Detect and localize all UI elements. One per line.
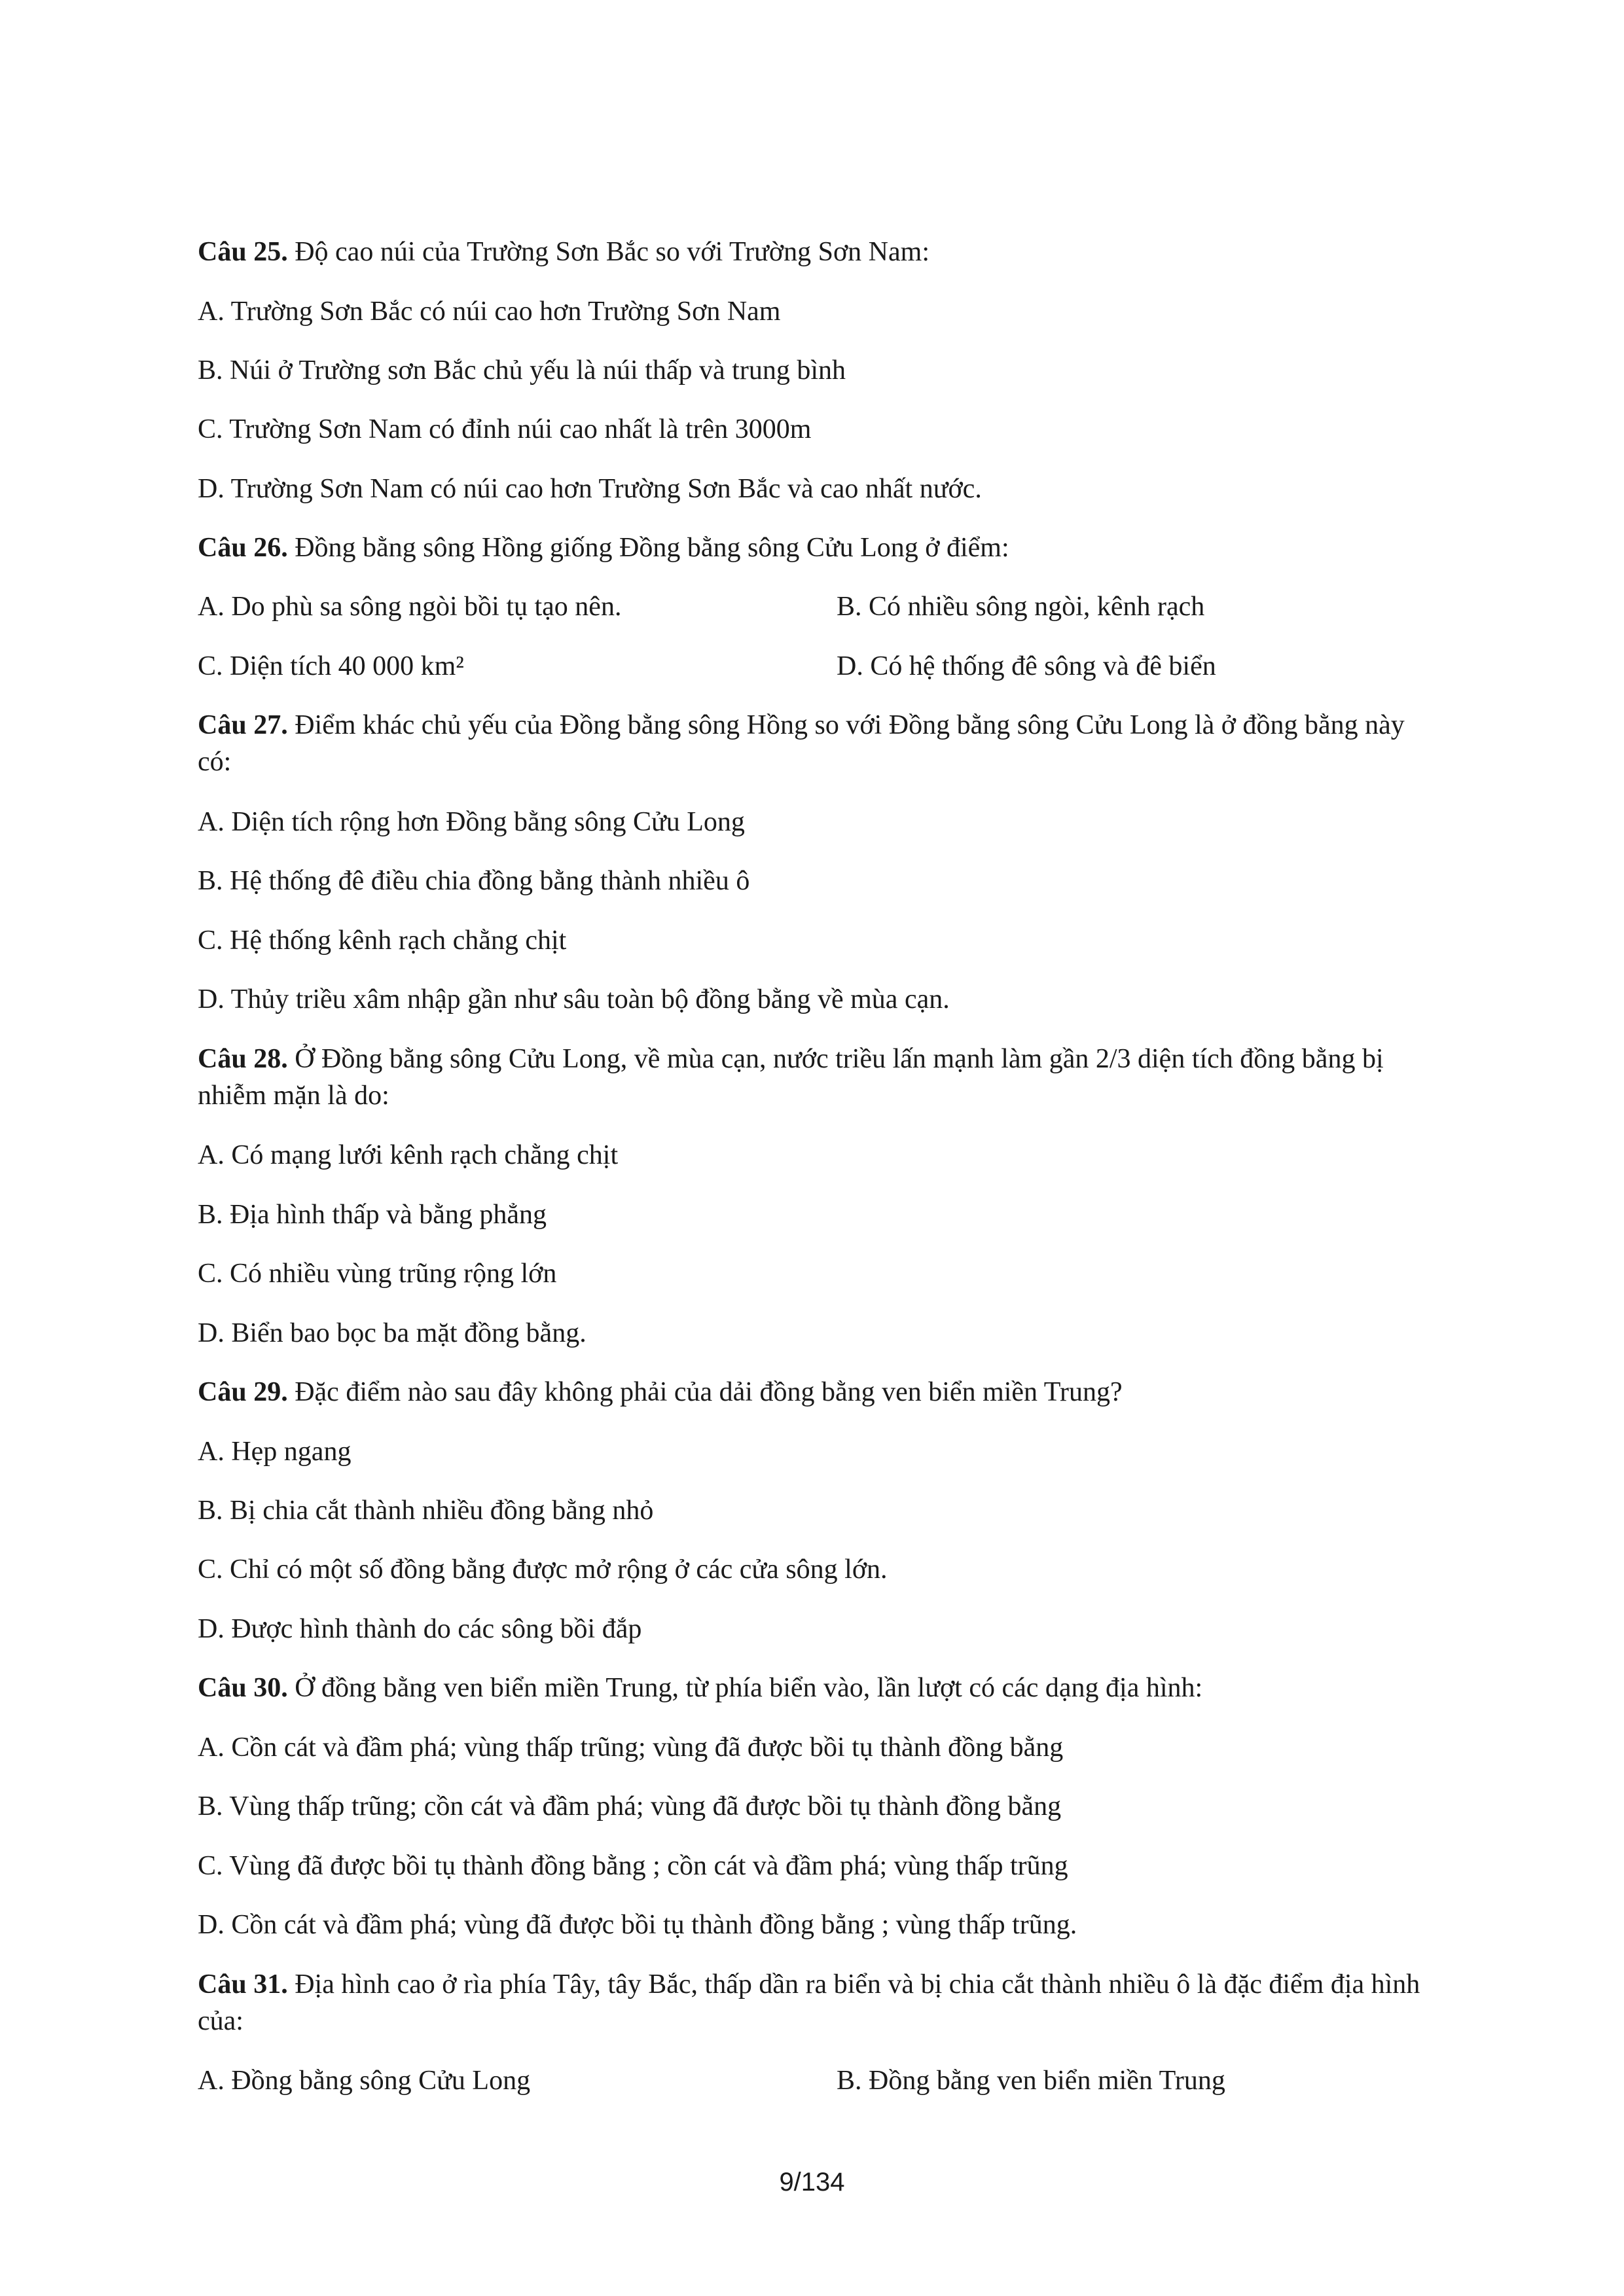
option-29-b: B. Bị chia cắt thành nhiều đồng bằng nhỏ [198, 1496, 654, 1526]
option-31-b: B. Đồng bằng ven biển miền Trung [837, 2066, 1225, 2096]
option-28-a: A. Có mạng lưới kênh rạch chằng chịt [198, 1140, 619, 1170]
question-number: Câu 25. [198, 237, 288, 267]
question-25 [198, 234, 1428, 270]
option-27-c: C. Hệ thống kênh rạch chằng chịt [198, 925, 567, 956]
question-text: Độ cao núi của Trường Sơn Bắc so với Trường Sơn Nam: [287, 237, 929, 267]
option-31-a: A. Đồng bằng sông Cửu Long [198, 2066, 531, 2096]
option-29-c: C. Chỉ có một số đồng bằng được mở rộng ở các cửa sông lớn. [198, 1554, 888, 1585]
option-27-b: B. Hệ thống đê điều chia đồng bằng thành nhiều ô [198, 866, 750, 896]
question-number: Câu 26. [198, 533, 288, 563]
option-28-c: C. Có nhiều vùng trũng rộng lớn [198, 1259, 557, 1289]
option-26-c: C. Diện tích 40 000 km² [198, 651, 464, 681]
question-number: Câu 30. [198, 1673, 288, 1703]
question-text: Đồng bằng sông Hồng giống Đồng bằng sông Cửu Long ở điểm: [287, 533, 1009, 563]
option-25-c: C. Trường Sơn Nam có đỉnh núi cao nhất là trên 3000m [198, 414, 812, 444]
option-28-d: D. Biển bao bọc ba mặt đồng bằng. [198, 1318, 586, 1348]
option-26-b: B. Có nhiều sông ngòi, kênh rạch [837, 592, 1205, 622]
option-25-d: D. Trường Sơn Nam có núi cao hơn Trường Sơn Bắc và cao nhất nước. [198, 474, 982, 504]
option-30-b: B. Vùng thấp trũng; cồn cát và đầm phá; vùng đã được bồi tụ thành đồng bằng [198, 1791, 1062, 1821]
question-27 [198, 707, 1428, 780]
question-text: Đặc điểm nào sau đây không phải của dải đồng bằng ven biển miền Trung? [287, 1377, 1123, 1407]
question-26 [198, 529, 1428, 566]
option-26-d: D. Có hệ thống đê sông và đê biển [837, 651, 1216, 681]
option-27-a: A. Diện tích rộng hơn Đồng bằng sông Cửu Long [198, 807, 745, 837]
question-30 [198, 1670, 1428, 1706]
question-number: Câu 28. [198, 1044, 288, 1074]
option-26-a: A. Do phù sa sông ngòi bồi tụ tạo nên. [198, 592, 622, 622]
option-25-a: A. Trường Sơn Bắc có núi cao hơn Trường Sơn Nam [198, 296, 781, 327]
question-29 [198, 1374, 1428, 1410]
question-text: Ở đồng bằng ven biển miền Trung, từ phía biển vào, lần lượt có các dạng địa hình: [287, 1673, 1203, 1703]
question-number: Câu 27. [198, 710, 288, 740]
option-30-c: C. Vùng đã được bồi tụ thành đồng bằng ; cồn cát và đầm phá; vùng thấp trũng [198, 1851, 1068, 1881]
page-number: 9/134 [779, 2168, 845, 2197]
question-28 [198, 1041, 1428, 1114]
question-number: Câu 31. [198, 1969, 288, 2000]
option-25-b: B. Núi ở Trường sơn Bắc chủ yếu là núi thấp và trung bình [198, 355, 846, 386]
question-text: Điểm khác chủ yếu của Đồng bằng sông Hồng so với Đồng bằng sông Cửu Long là ở đồng bằng này có: [198, 710, 1405, 777]
question-31 [198, 1966, 1428, 2039]
option-30-d: D. Cồn cát và đầm phá; vùng đã được bồi tụ thành đồng bằng ; vùng thấp trũng. [198, 1910, 1077, 1940]
option-29-d: D. Được hình thành do các sông bồi đắp [198, 1614, 642, 1644]
option-28-b: B. Địa hình thấp và bằng phẳng [198, 1200, 547, 1230]
option-27-d: D. Thủy triều xâm nhập gần như sâu toàn bộ đồng bằng về mùa cạn. [198, 984, 950, 1014]
question-text: Địa hình cao ở rìa phía Tây, tây Bắc, thấp dần ra biển và bị chia cắt thành nhiều ô là đặc điểm địa hình của: [198, 1969, 1420, 2036]
option-29-a: A. Hẹp ngang [198, 1437, 352, 1467]
question-number: Câu 29. [198, 1377, 288, 1407]
option-30-a: A. Cồn cát và đầm phá; vùng thấp trũng; vùng đã được bồi tụ thành đồng bằng [198, 1732, 1064, 1763]
question-text: Ở Đồng bằng sông Cửu Long, về mùa cạn, nước triều lấn mạnh làm gần 2/3 diện tích đồng bằng bị nhiễm mặn là do: [198, 1044, 1384, 1111]
